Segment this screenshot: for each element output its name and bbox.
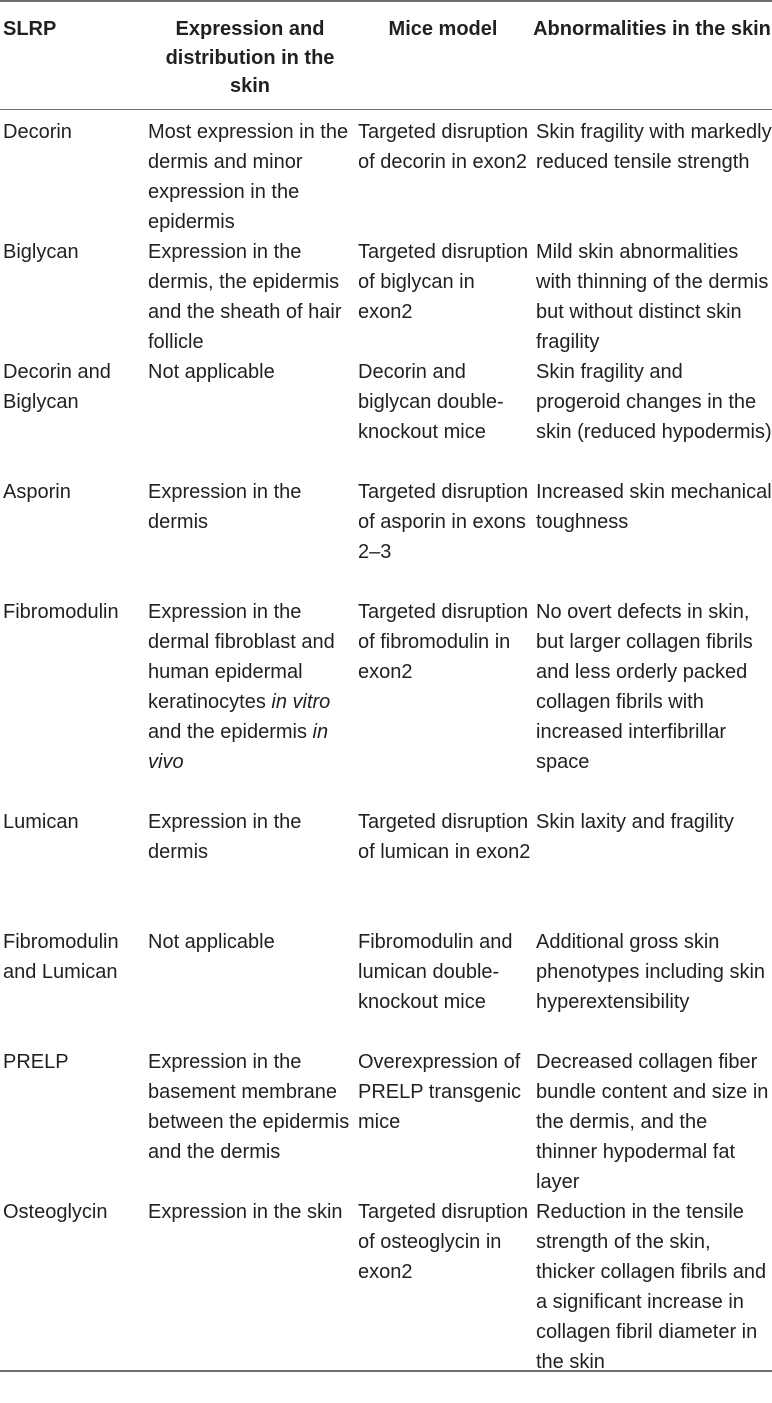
cell-mice-model: Targeted disruption of lumican in exon2 — [358, 811, 531, 863]
table-header — [0, 2, 772, 110]
cell-slrp: Lumican — [3, 811, 79, 833]
table-row — [0, 350, 772, 470]
cell-mice-model: Decorin and biglycan double-knockout mice — [358, 361, 504, 443]
expression-text: Expression in the dermis, the epidermis and the sheath of hair follicle — [148, 241, 342, 353]
cell-expression — [146, 1040, 354, 1190]
cell-expression — [146, 920, 354, 1040]
cell-mice-model: Targeted disruption of osteoglycin in exon2 — [358, 1201, 529, 1283]
header-abnormalities: Abnormalities in the skin — [533, 18, 771, 40]
expression-text: Not applicable — [148, 361, 275, 383]
header-mice-model: Mice model — [388, 18, 498, 40]
table-row — [0, 800, 772, 920]
expression-text: and the epidermis — [148, 721, 313, 743]
expression-text: Expression in the skin — [148, 1201, 343, 1223]
table-row — [0, 470, 772, 590]
cell-abnormalities: No overt defects in skin, but larger collagen fibrils and less orderly packed collagen fibrils with increased interfibrillar space — [536, 601, 753, 773]
cell-slrp: Biglycan — [3, 241, 79, 263]
cell-abnormalities: Skin laxity and fragility — [536, 811, 734, 833]
cell-abnormalities: Additional gross skin phenotypes including skin hyperextensibility — [536, 931, 766, 1013]
cell-abnormalities: Increased skin mechanical toughness — [536, 481, 772, 533]
cell-expression — [146, 110, 354, 233]
cell-slrp: Decorin — [3, 121, 72, 143]
table-body — [0, 110, 772, 1373]
expression-text: Expression in the dermis — [148, 811, 302, 863]
cell-mice-model: Targeted disruption of decorin in exon2 — [358, 121, 529, 173]
table-row — [0, 1190, 772, 1373]
header-expression: Expression and distribution in the skin — [165, 18, 335, 97]
cell-expression — [146, 590, 354, 800]
cell-abnormalities: Skin fragility with markedly reduced tensile strength — [536, 121, 772, 173]
cell-abnormalities: Reduction in the tensile strength of the skin, thicker collagen fibrils and a significant increase in collagen fibril diameter in the skin — [536, 1201, 767, 1373]
cell-abnormalities: Skin fragility and progeroid changes in the skin (reduced hypodermis) — [536, 361, 772, 443]
header-slrp: SLRP — [3, 18, 57, 40]
cell-slrp: Decorin and Biglycan — [3, 361, 111, 413]
cell-mice-model: Fibromodulin and lumican double-knockout mice — [358, 931, 513, 1013]
cell-slrp: Osteoglycin — [3, 1201, 108, 1223]
cell-slrp: Fibromodulin and Lumican — [3, 931, 119, 983]
cell-expression — [146, 1190, 354, 1370]
table-row — [0, 110, 772, 233]
table-row — [0, 590, 772, 800]
cell-slrp: Asporin — [3, 481, 71, 503]
expression-text: Most expression in the dermis and minor expression in the epidermis — [148, 121, 349, 233]
cell-mice-model: Targeted disruption of biglycan in exon2 — [358, 241, 529, 323]
table-row — [0, 1040, 772, 1193]
cell-expression — [146, 350, 354, 470]
cell-abnormalities: Decreased collagen fiber bundle content and size in the dermis, and the thinner hypodermal fat layer — [536, 1051, 769, 1193]
expression-text: Expression in the basement membrane between the epidermis and the dermis — [148, 1051, 350, 1163]
table-row — [0, 920, 772, 1040]
cell-abnormalities: Mild skin abnormalities with thinning of the dermis but without distinct skin fragility — [536, 241, 769, 353]
cell-expression — [146, 230, 354, 353]
expression-text: Expression in the dermal fibroblast and human epidermal keratinocytes — [148, 601, 335, 713]
italic-term: in vivo — [148, 721, 329, 773]
expression-text: Expression in the dermis — [148, 481, 302, 533]
cell-expression — [146, 800, 354, 920]
cell-mice-model: Targeted disruption of fibromodulin in exon2 — [358, 601, 529, 683]
italic-term: in vitro — [271, 691, 331, 713]
cell-mice-model: Overexpression of PRELP transgenic mice — [358, 1051, 522, 1133]
cell-expression — [146, 470, 354, 590]
cell-mice-model: Targeted disruption of asporin in exons 2–3 — [358, 481, 529, 563]
expression-text: Not applicable — [148, 931, 275, 953]
table-row — [0, 230, 772, 353]
cell-slrp: PRELP — [3, 1051, 69, 1073]
cell-slrp: Fibromodulin — [3, 601, 119, 623]
